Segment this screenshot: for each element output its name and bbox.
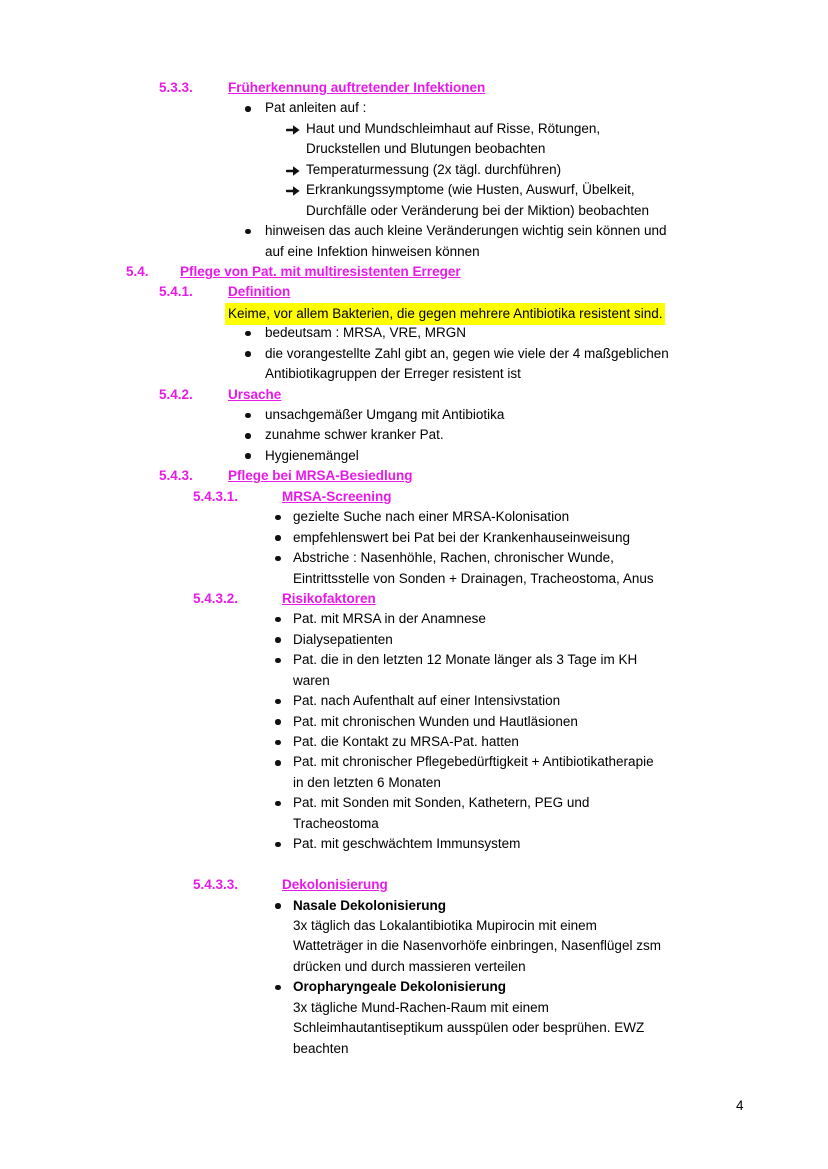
bullet-icon [275,740,281,746]
text-line: Pat. nach Aufenthalt auf einer Intensivstation [293,693,561,709]
list-item-line [0,916,828,936]
list-item-line [0,221,828,241]
list-item-line [0,548,828,568]
text-line: Durchfälle oder Veränderung bei der Miktion) beobachten [306,202,649,218]
heading-number: 5.3.3. [159,80,193,95]
text-line: Antibiotikagruppen der Erreger resistent ist [265,366,521,382]
list-item-line [0,977,828,997]
bullet-icon [275,842,281,848]
list-item-line [0,528,828,548]
text-line: Hygienemängel [265,447,359,463]
text-line: Druckstellen und Blutungen beobachten [306,141,546,157]
heading-text: Definition [228,284,291,300]
arrow-bullet-icon [286,185,301,200]
list-item-line [0,344,828,364]
arrow-bullet-icon [286,124,301,139]
heading-text: Risikofaktoren [282,590,376,606]
section-heading-5-4-3 [0,466,828,486]
text-line: waren [293,672,330,688]
section-heading-5-4-1 [0,282,828,302]
text-line: auf eine Infektion hinweisen können [265,243,480,259]
text-line: Pat. mit Sonden mit Sonden, Kathetern, PEG und [293,795,590,811]
heading-text: Früherkennung auftretender Infektionen [228,80,486,95]
list-item-line [0,201,828,221]
text-line: Temperaturmessung (2x tägl. durchführen) [306,161,562,177]
list-item-line [0,773,828,793]
list-item-line [0,834,828,854]
text-line: beachten [293,1040,349,1056]
list-item-line [0,712,828,732]
bullet-icon [245,453,251,459]
section-heading-5-4-3-3 [0,875,828,895]
list-item-line [0,650,828,670]
text-line: zunahme schwer kranker Pat. [265,427,444,443]
text-line: Schleimhautantiseptikum ausspülen oder besprühen. EWZ [293,1020,645,1036]
bullet-icon [245,433,251,439]
heading-number: 5.4. [126,263,149,279]
list-item-line [0,1018,828,1038]
bullet-icon [275,719,281,725]
highlighted-definition-line [0,303,828,323]
section-heading-5-4 [0,262,828,282]
text-line: gezielte Suche nach einer MRSA-Kolonisation [293,509,570,525]
bullet-icon [275,985,281,991]
text-line: die vorangestellte Zahl gibt an, gegen wie viele der 4 maßgeblichen [265,345,669,361]
text-line: empfehlenswert bei Pat bei der Krankenhauseinweisung [293,529,630,545]
bullet-icon [245,106,251,112]
heading-number: 5.4.3. [159,468,193,484]
list-item-line [0,671,828,691]
document-content [0,78,828,1059]
text-line: Nasale Dekolonisierung [293,897,447,913]
text-line: Pat anleiten auf : [265,100,367,116]
heading-text: Ursache [228,386,282,402]
bullet-icon [275,801,281,807]
text-line: Pat. die in den letzten 12 Monate länger als 3 Tage im KH [293,652,638,668]
text-line: Pat. mit chronischer Pflegebedürftigkeit + Antibiotikatherapie [293,754,654,770]
list-item-line [0,139,828,159]
text-line: Erkrankungssymptome (wie Husten, Auswurf, Übelkeit, [306,182,635,198]
list-item-line [0,160,828,180]
heading-text: MRSA-Screening [282,488,392,504]
list-item-line [0,119,828,139]
text-line: Pat. mit chronischen Wunden und Hautläsionen [293,713,578,729]
text-line: Pat. mit MRSA in der Anamnese [293,611,486,627]
list-item-line [0,364,828,384]
text-line: Pat. mit geschwächtem Immunsystem [293,836,521,852]
list-item-line [0,507,828,527]
list-item-line [0,569,828,589]
list-item-line [0,323,828,343]
heading-text: Dekolonisierung [282,877,388,893]
section-heading-5-4-3-1 [0,487,828,507]
list-item-line [0,752,828,772]
bullet-icon [275,699,281,705]
list-item-line [0,691,828,711]
text-line: drücken und durch massieren verteilen [293,958,526,974]
text-line: Keime, vor allem Bakterien, die gegen mehrere Antibiotika resistent sind. [225,303,665,325]
text-line: in den letzten 6 Monaten [293,774,441,790]
text-line: unsachgemäßer Umgang mit Antibiotika [265,407,505,422]
list-item-line [0,896,828,916]
heading-number: 5.4.3.2. [193,590,239,606]
bullet-icon [275,556,281,562]
heading-number: 5.4.2. [159,386,193,402]
heading-number: 5.4.3.3. [193,877,239,893]
bullet-icon [245,351,251,357]
list-item-line [0,936,828,956]
text-line: Tracheostoma [293,815,379,831]
bullet-icon [245,229,251,235]
bullet-icon [275,535,281,541]
heading-text: Pflege von Pat. mit multiresistenten Erreger [180,263,461,279]
list-item-line [0,814,828,834]
heading-number: 5.4.3.1. [193,488,239,504]
bullet-icon [275,658,281,664]
text-line: 3x tägliche Mund-Rachen-Raum mit einem [293,999,549,1015]
bullet-icon [245,413,251,419]
text-line: bedeutsam : MRSA, VRE, MRGN [265,325,467,341]
list-item-line [0,609,828,629]
list-item-line [0,793,828,813]
text-line: hinweisen das auch kleine Veränderungen wichtig sein können und [265,223,667,239]
section-heading-5-4-3-2 [0,589,828,609]
list-item-line [0,446,828,466]
blank-line [0,855,828,875]
arrow-bullet-icon [286,165,301,180]
text-line: Eintrittsstelle von Sonden + Drainagen, Tracheostoma, Anus [293,570,654,586]
text-line: Pat. die Kontakt zu MRSA-Pat. hatten [293,734,519,749]
heading-number: 5.4.1. [159,284,193,300]
list-item-line [0,998,828,1018]
list-item-line [0,98,828,118]
heading-text: Pflege bei MRSA-Besiedlung [228,468,413,484]
section-heading-5-4-2 [0,385,828,405]
text-line: Watteträger in die Nasenvorhöfe einbringen, Nasenflügel zsm [293,938,661,954]
list-item-line [0,180,828,200]
list-item-line [0,957,828,977]
page-number: 4 [736,1098,744,1113]
list-item-line [0,630,828,650]
list-item-line [0,242,828,262]
text-line: Haut und Mundschleimhaut auf Risse, Rötungen, [306,120,601,136]
text-line: Abstriche : Nasenhöhle, Rachen, chronischer Wunde, [293,550,614,566]
list-item-line [0,405,828,425]
text-line: Oropharyngeale Dekolonisierung [293,979,507,995]
bullet-icon [275,903,281,909]
bullet-icon [275,760,281,766]
bullet-icon [275,617,281,623]
section-heading-5-3-3 [0,78,828,98]
bullet-icon [275,515,281,521]
list-item-line [0,732,828,752]
text-line: Dialysepatienten [293,631,393,647]
text-line: 3x täglich das Lokalantibiotika Mupirocin mit einem [293,917,597,933]
list-item-line [0,425,828,445]
bullet-icon [245,331,251,337]
bullet-icon [275,637,281,643]
list-item-line [0,1039,828,1059]
